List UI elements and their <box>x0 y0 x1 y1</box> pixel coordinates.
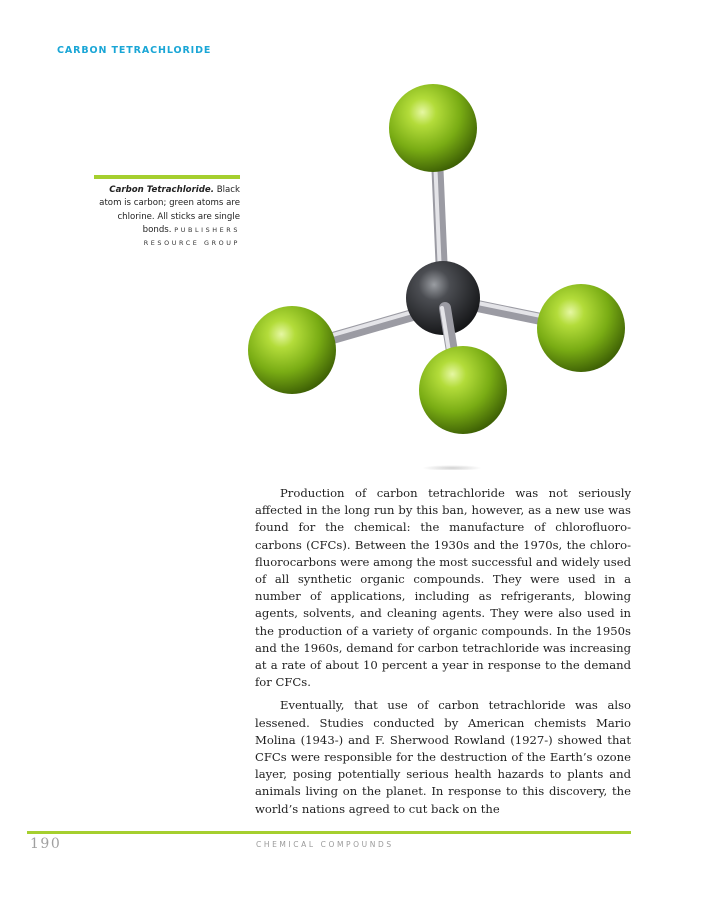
floor-shadow <box>422 465 482 470</box>
chlorine-atom-left <box>248 306 336 394</box>
caption-credit: PUBLISHERS RESOURCE GROUP <box>143 225 240 248</box>
figure-caption <box>94 184 240 250</box>
carbon-tetrachloride-molecule <box>230 70 650 470</box>
footer-rule <box>27 831 631 834</box>
running-head: CARBON TETRACHLORIDE <box>57 45 212 56</box>
body-text <box>255 485 631 824</box>
caption-rule <box>94 175 240 179</box>
caption-text: Black atom is carbon; green atoms are chlorine. All sticks are single bonds. <box>99 185 240 235</box>
caption-title: Carbon Tetrachloride. <box>109 185 214 195</box>
paragraph-1: Production of carbon tetrachloride was not seriously affected in the long run by this ban, however, as a new use was found for the chemical: the manufacture of chlorofluoro-carbons (CFCs). Between the 1930s and the 1970s, the chloro-fluorocarbons were among the most successful and widely used of all synthetic organic compounds. They were used in a number of applications, including as refrigerants, blowing agents, solvents, and cleaning agents. They were also used in the production of a variety of organic compounds. In the 1950s and the 1960s, demand for carbon tetrachloride was increasing at a rate of about 10 percent a year in response to the demand for CFCs. <box>255 486 631 690</box>
paragraph-2: Eventually, that use of carbon tetrachloride was also lessened. Studies conducted by American chemists Mario Molina (1943-) and F. Sherwood Rowland (1927-) showed that CFCs were responsible for the destruction of the Earth’s ozone layer, posing potentially serious health hazards to plants and animals living on the planet. In response to this discovery, the world’s nations agreed to cut back on the <box>255 698 631 816</box>
footer-book-title: CHEMICAL COMPOUNDS <box>256 840 394 849</box>
page-number: 190 <box>30 836 62 852</box>
chlorine-atom-front <box>419 346 507 434</box>
chlorine-atom-right <box>537 284 625 372</box>
chlorine-atom-top <box>389 84 477 172</box>
